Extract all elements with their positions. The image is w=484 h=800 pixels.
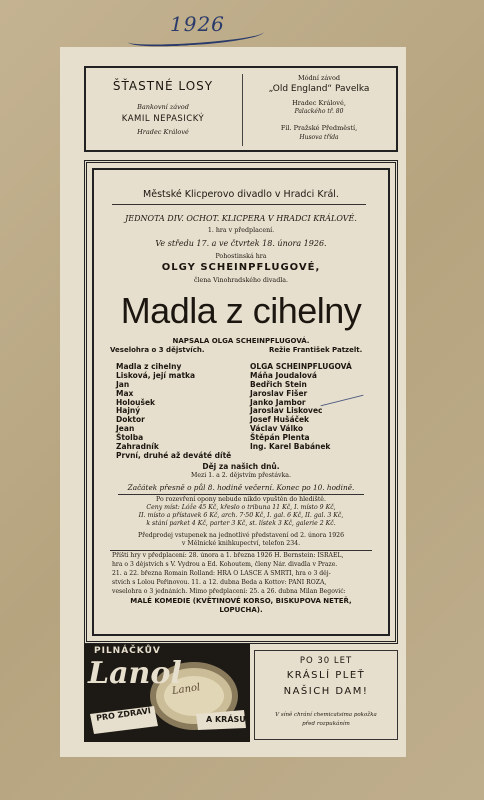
presale-line-1: Předprodej vstupenek na jednotlivé představení od 2. února 1926 — [137, 532, 345, 539]
fashion-name: „Old England“ Pavelka — [268, 84, 370, 94]
theatre-name: Městské Klicperovo divadlo v Hradci Král. — [143, 189, 339, 200]
next-plays-line-2: hra o 3 dějstvích s V. Vydrou a Ed. Kohoutem, členy Nár. divadla v Praze. — [112, 561, 338, 568]
time-rule — [118, 494, 364, 495]
next-plays-line-5: veselohra o 3 jednáních. Mimo předplacení: 25. a 26. dubna Milan Begović: — [112, 588, 346, 595]
next-plays-line-1: Příští hry v předplacení: 28. února a 1. března 1926 H. Bernstein: ISRAEL, — [112, 552, 344, 559]
prices-line-3: k stání parket 4 Kč, parter 3 Kč, st. lístek 3 Kč, galerie 2 Kč. — [146, 520, 336, 527]
cast-role: Doktor — [116, 415, 145, 425]
cast-actor: OLGA SCHEINPFLUGOVÁ — [250, 362, 352, 371]
prices-line-1: Ceny míst: Lóže 45 Kč, křeslo o tribuna 11 Kč, I. místo 9 Kč, — [146, 504, 336, 511]
next-plays-line-4: stvích s Lolou Peřinovou. 11. a 12. dubna Beda a Kottov: PANÍ ROZA, — [112, 579, 327, 586]
subscription-note: 1. hra v předplacení. — [207, 227, 275, 234]
cast-roles-list — [116, 363, 231, 461]
complexion-line-4: V síně chrání chemicatsima pokožka — [275, 712, 377, 718]
interval-line: Mezi 1. a 2. dějstvím přestávka. — [191, 472, 291, 479]
play-author: NAPSALA OLGA SCHEINPFLUGOVÁ. — [172, 337, 310, 345]
society-name: JEDNOTA DIV. OCHOT. KLICPERA V HRADCI KRÁLOVÉ. — [125, 214, 357, 223]
setting-line: Děj za našich dnů. — [202, 462, 280, 471]
guest-role: členа Vinohradského divadla. — [193, 277, 288, 284]
cast-actor: Bedřich Stein — [250, 379, 307, 389]
header-rule — [112, 204, 366, 205]
performance-dates: Ve středu 17. a ve čtvrtek 18. února 1926. — [155, 239, 327, 248]
play-genre: Veselohra o 3 dějstvích. — [110, 346, 205, 354]
cast-role: Max — [116, 388, 134, 398]
complexion-line-5: před rozpukáním — [302, 721, 350, 727]
cast-actor: Václav Válko — [250, 424, 303, 434]
bank-name: KAMIL NEPASICKÝ — [121, 114, 205, 124]
lanol-beauty-tag: A KRÁSU — [206, 715, 246, 724]
fashion-label: Módní závod — [297, 74, 341, 82]
fashion-city: Hradec Králové, — [292, 99, 346, 107]
cast-role: První, druhé až deváté dítě — [116, 450, 232, 460]
lanol-health-tag: PRO ZDRAVÍ — [95, 706, 152, 723]
cast-actor: Máňa Joudalová — [250, 370, 317, 380]
cast-role: Madla z cihelny — [116, 362, 182, 371]
complexion-line-3: NAŠICH DAM! — [283, 686, 369, 697]
fashion-branch-street: Husova třída — [299, 134, 339, 141]
lanol-brand: Lanol — [88, 656, 182, 691]
cast-actors-list — [250, 363, 352, 452]
presale-line-2: v Mělnické knihkupectví, telefon 234. — [181, 540, 301, 547]
cast-role: Jan — [116, 379, 130, 389]
complexion-line-1: PO 30 LET — [299, 656, 353, 666]
handwritten-year: 1926 — [170, 12, 225, 36]
cast-actor: Jaroslav Fišer — [250, 388, 308, 398]
bank-label: Bankovní závod — [137, 103, 189, 111]
lanol-tin-label: Lanol — [171, 682, 201, 697]
next-rule — [110, 550, 372, 551]
lanol-top-label: PILNÁČKŮV — [94, 646, 161, 656]
fashion-address: Palackého tř. 80 — [294, 108, 344, 115]
late-note: Po rozevření opony nebude nikdo vpuštěn do hlediště. — [156, 496, 326, 503]
play-director: Režie František Patzelt. — [269, 346, 363, 354]
cast-actor: Janko Jambor — [250, 397, 306, 407]
cast-role: Štolba — [116, 433, 144, 443]
cast-role: Jean — [116, 424, 135, 434]
cast-role: Holoušek — [116, 397, 156, 407]
cast-actor: Štěpán Plenta — [250, 433, 310, 443]
next-plays-line-6: MALÉ KOMEDIE (KVĚTINOVÉ KORSO, BISKUPOVA NETEŘ, — [130, 597, 352, 605]
guest-label: Pohostinská hra — [215, 253, 267, 260]
lottery-title: ŠŤASTNÉ LOSY — [112, 79, 214, 93]
complexion-line-2: KRÁSLÍ PLEŤ — [286, 670, 366, 681]
next-plays-line-3: 21. a 22. března Romain Rolland: HRA O LÁSCE A SMRTI, hra o 3 děj- — [112, 570, 331, 577]
play-title: Madla z cihelny — [120, 290, 362, 331]
cast-actor: Jaroslav Liskovec — [250, 406, 323, 416]
cast-actor: Josef Hušáček — [250, 415, 310, 425]
fashion-branch: Fil. Pražské Předměstí, — [280, 124, 358, 132]
cast-role: Lisková, její matka — [116, 370, 196, 380]
cast-role: Hajný — [116, 406, 141, 416]
bank-city: Hradec Králové — [137, 128, 189, 136]
next-plays-line-7: LOPUCHA). — [219, 606, 263, 614]
start-time: Začátek přesně o půl 8. hodině večerní. Konec po 10. hodině. — [127, 483, 355, 492]
cast-actor: Ing. Karel Babánek — [250, 442, 331, 452]
cast-role: Zahradník — [116, 442, 159, 452]
prices-line-2: II. místo a přístavek 6 Kč, arch. 7·50 Kč, I. gal. 6 Kč, II. gal. 3 Kč, — [138, 512, 344, 519]
guest-name: OLGY SCHEINPFLUGOVÉ, — [161, 262, 321, 273]
